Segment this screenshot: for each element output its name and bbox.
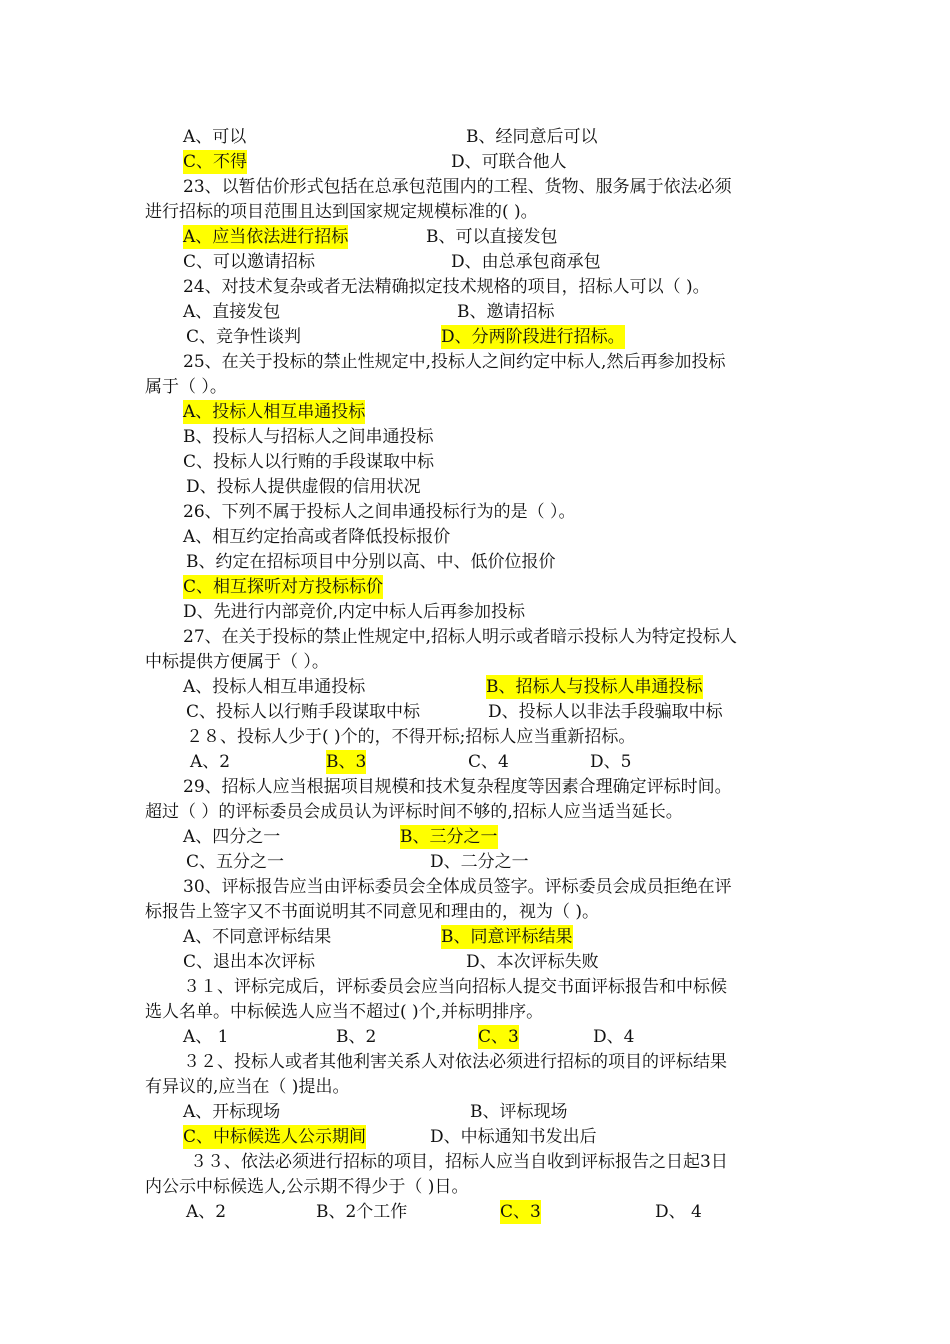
option-b: B、投标人与招标人之间串通投标 bbox=[183, 427, 434, 447]
option-d: D、由总承包商承包 bbox=[451, 252, 601, 272]
answer-option-a: A、应当依法进行招标 bbox=[183, 227, 349, 247]
question-32: ３２、投标人或者其他利害关系人对依法必须进行招标的项目的评标结果 bbox=[183, 1052, 727, 1072]
option-a: A、四分之一 bbox=[183, 827, 281, 847]
option-b: B、评标现场 bbox=[470, 1102, 568, 1122]
option-d: D、投标人提供虚假的信用状况 bbox=[186, 477, 421, 497]
option-c: C、五分之一 bbox=[186, 852, 285, 872]
option-b: B、2个工作 bbox=[316, 1202, 408, 1222]
option-a: A、投标人相互串通投标 bbox=[183, 677, 366, 697]
option-a: A、直接发包 bbox=[183, 302, 281, 322]
answer-option-b: B、3 bbox=[326, 752, 367, 772]
answer-option-a: A、投标人相互串通投标 bbox=[183, 402, 366, 422]
answer-option-b: B、三分之一 bbox=[400, 827, 498, 847]
option-a: A、不同意评标结果 bbox=[183, 927, 332, 947]
option-d: D、先进行内部竞价,内定中标人后再参加投标 bbox=[183, 602, 526, 622]
option-d: D、投标人以非法手段骗取中标 bbox=[488, 702, 723, 722]
option-c: C、4 bbox=[468, 752, 509, 772]
option-a: A、2 bbox=[186, 1202, 227, 1222]
option-a: A、 1 bbox=[183, 1027, 229, 1047]
answer-option-d: D、分两阶段进行招标。 bbox=[441, 327, 625, 347]
option-b: B、2 bbox=[336, 1027, 377, 1047]
question-25: 25、在关于投标的禁止性规定中,投标人之间约定中标人,然后再参加投标 bbox=[183, 352, 726, 372]
question-27: 27、在关于投标的禁止性规定中,招标人明示或者暗示投标人为特定投标人 bbox=[183, 627, 738, 647]
question-33-cont: 内公示中标候选人,公示期不得少于（ )日。 bbox=[145, 1177, 469, 1197]
question-33: ３３、依法必须进行招标的项目，招标人应当自收到评标报告之日起3日 bbox=[190, 1152, 728, 1172]
option-a: A、相互约定抬高或者降低投标报价 bbox=[183, 527, 451, 547]
option-b: B、经同意后可以 bbox=[466, 127, 598, 147]
question-31-cont: 选人名单。中标候选人应当不超过( )个,并标明排序。 bbox=[145, 1002, 544, 1022]
question-26: 26、下列不属于投标人之间串通投标行为的是（ ）。 bbox=[183, 502, 576, 522]
question-24: 24、对技术复杂或者无法精确拟定技术规格的项目，招标人可以（ )。 bbox=[183, 277, 710, 297]
option-a: A、2 bbox=[190, 752, 231, 772]
option-b: B、可以直接发包 bbox=[426, 227, 558, 247]
option-c: C、退出本次评标 bbox=[183, 952, 316, 972]
answer-option-c: C、相互探听对方投标标价 bbox=[183, 577, 384, 597]
question-30: 30、评标报告应当由评标委员会全体成员签字。评标委员会成员拒绝在评 bbox=[183, 877, 732, 897]
option-d: D、4 bbox=[593, 1027, 635, 1047]
option-d: D、本次评标失败 bbox=[466, 952, 599, 972]
option-d: D、可联合他人 bbox=[451, 152, 567, 172]
answer-option-b: B、招标人与投标人串通投标 bbox=[486, 677, 703, 697]
option-c: C、投标人以行贿手段谋取中标 bbox=[186, 702, 421, 722]
answer-option-c: C、3 bbox=[478, 1027, 519, 1047]
answer-option-c: C、3 bbox=[500, 1202, 541, 1222]
option-b: B、约定在招标项目中分别以高、中、低价位报价 bbox=[186, 552, 556, 572]
question-31: ３１、评标完成后，评标委员会应当向招标人提交书面评标报告和中标候 bbox=[183, 977, 727, 997]
option-a: A、开标现场 bbox=[183, 1102, 281, 1122]
question-23-cont: 进行招标的项目范围且达到国家规定规模标准的( )。 bbox=[145, 202, 538, 222]
option-c: C、可以邀请招标 bbox=[183, 252, 316, 272]
option-b: B、邀请招标 bbox=[457, 302, 555, 322]
answer-option-c: C、不得 bbox=[183, 152, 248, 172]
question-25-cont: 属于（ ）。 bbox=[145, 377, 227, 397]
question-23: 23、以暂估价形式包括在总承包范围内的工程、货物、服务属于依法必须 bbox=[183, 177, 732, 197]
option-a: A、可以 bbox=[183, 127, 247, 147]
answer-option-b: B、同意评标结果 bbox=[441, 927, 573, 947]
question-27-cont: 中标提供方便属于（ ）。 bbox=[145, 652, 329, 672]
option-d: D、二分之一 bbox=[430, 852, 529, 872]
question-30-cont: 标报告上签字又不书面说明其不同意见和理由的，视为（ )。 bbox=[145, 902, 600, 922]
option-c: C、竞争性谈判 bbox=[186, 327, 302, 347]
option-d: D、 4 bbox=[655, 1202, 702, 1222]
question-29: 29、招标人应当根据项目规模和技术复杂程度等因素合理确定评标时间。 bbox=[183, 777, 732, 797]
question-28: ２８、投标人少于( )个的，不得开标;招标人应当重新招标。 bbox=[186, 727, 636, 747]
option-c: C、投标人以行贿的手段谋取中标 bbox=[183, 452, 435, 472]
option-d: D、中标通知书发出后 bbox=[430, 1127, 597, 1147]
question-29-cont: 超过（ ）的评标委员会成员认为评标时间不够的,招标人应当适当延长。 bbox=[145, 802, 683, 822]
answer-option-c: C、中标候选人公示期间 bbox=[183, 1127, 367, 1147]
option-d: D、5 bbox=[590, 752, 632, 772]
question-32-cont: 有异议的,应当在（ )提出。 bbox=[145, 1077, 350, 1097]
